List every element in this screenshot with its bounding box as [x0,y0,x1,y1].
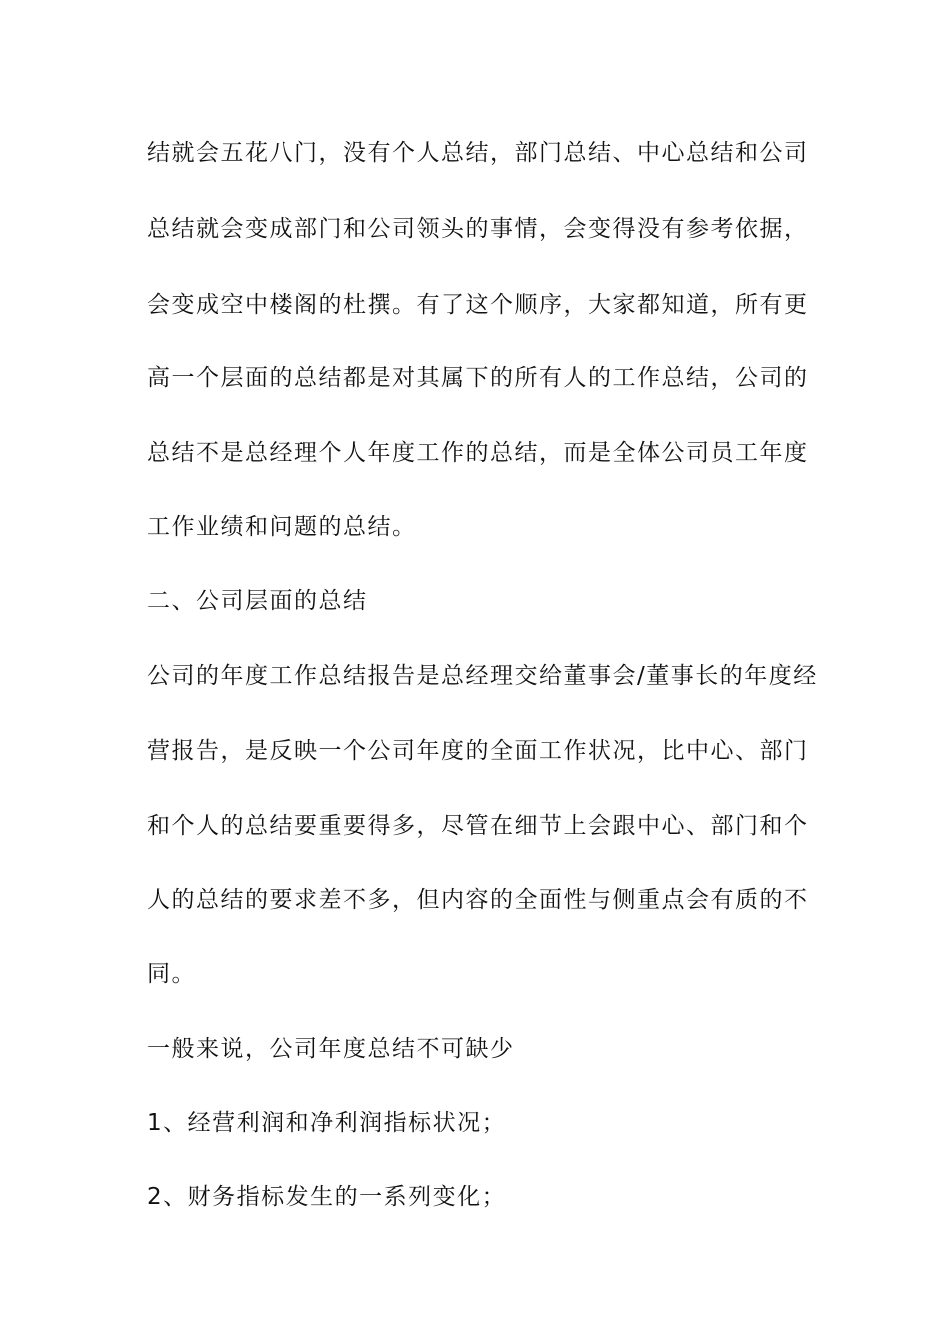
paragraph-2-line-5: 同。 [147,961,196,987]
paragraph-1-line-1: 结就会五花八门，没有个人总结，部门总结、中心总结和公司 [147,140,809,166]
list-item: 1、经营利润和净利润指标状况； [147,1110,507,1136]
list-item: 2、财务指标发生的一系列变化； [147,1184,507,1210]
paragraph-2-line-2: 营报告，是反映一个公司年度的全面工作状况，比中心、部门 [147,738,809,764]
paragraph-1-line-2: 总结就会变成部门和公司领头的事情，会变得没有参考依据， [147,216,809,242]
paragraph-1-line-4: 高一个层面的总结都是对其属下的所有人的工作总结，公司的 [147,365,809,391]
section-heading: 二、公司层面的总结 [147,588,368,614]
paragraph-2-line-1: 公司的年度工作总结报告是总经理交给董事会/董事长的年度经 [147,663,818,689]
paragraph-1-line-6: 工作业绩和问题的总结。 [147,514,417,540]
paragraph-1-line-5: 总结不是总经理个人年度工作的总结，而是全体公司员工年度 [147,440,809,466]
intro-line: 一般来说，公司年度总结不可缺少 [147,1036,515,1062]
paragraph-1-line-3: 会变成空中楼阁的杜撰。有了这个顺序，大家都知道，所有更 [147,292,809,318]
paragraph-2-line-4: 人的总结的要求差不多，但内容的全面性与侧重点会有质的不 [147,887,809,913]
paragraph-2-line-3: 和个人的总结要重要得多，尽管在细节上会跟中心、部门和个 [147,813,809,839]
